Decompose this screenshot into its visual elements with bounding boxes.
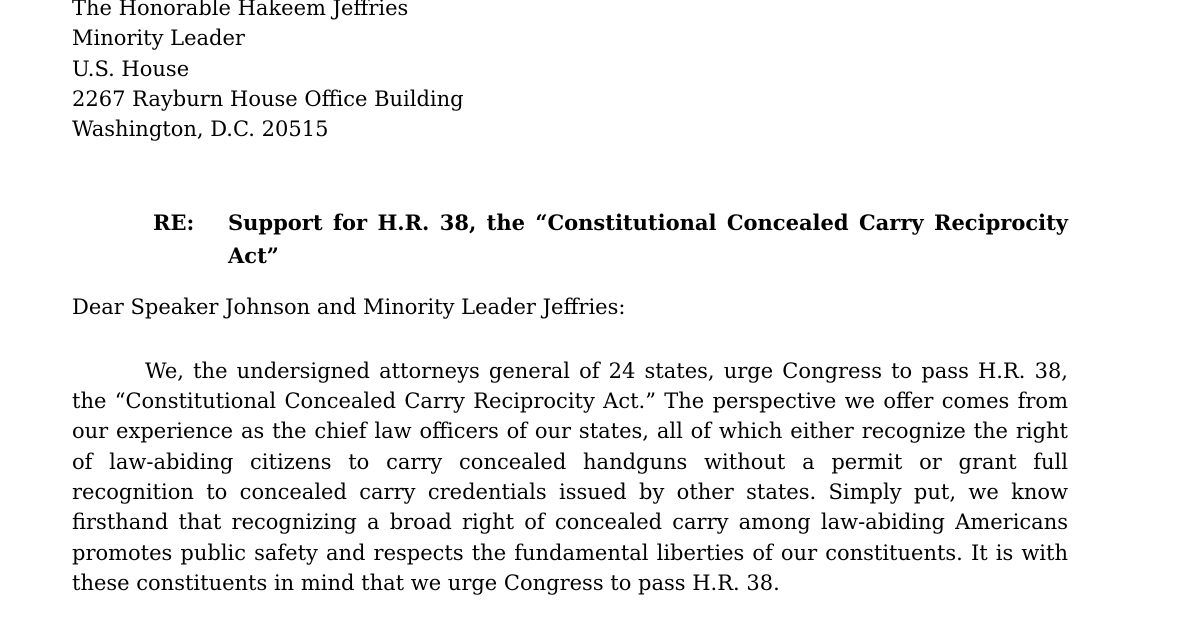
subject-line-block <box>72 206 1068 272</box>
salutation: Dear Speaker Johnson and Minority Leader Jeffries: <box>72 295 626 320</box>
body-paragraph: We, the undersigned attorneys general of 24 states, urge Congress to pass H.R. 38, the “Constitutional Concealed Carry Reciprocity Act.” The perspective we offer comes from our experience as the chief law officers of our states, all of which either recognize the right of law-abiding citizens to carry concealed handguns without a permit or grant full recognition to concealed carry credentials issued by other states. Simply put, we know firsthand that recognizing a broad right of concealed carry among law-abiding Americans promotes public safety and respects the fundamental liberties of our constituents. It is with these constituents in mind that we urge Congress to pass H.R. 38. <box>72 358 1068 595</box>
recipient-address-block <box>72 0 1068 144</box>
address-line-recipient-title: Minority Leader <box>72 26 245 51</box>
address-line-street: 2267 Rayburn House Office Building <box>72 86 464 111</box>
address-line-recipient-name: The Honorable Hakeem Jeffries <box>72 0 409 20</box>
subject-label: RE: <box>153 210 195 236</box>
letter-content <box>72 0 1068 598</box>
address-line-city: Washington, D.C. 20515 <box>72 117 329 142</box>
address-line-chamber: U.S. House <box>72 56 190 81</box>
subject-text: Support for H.R. 38, the “Constitutional Concealed Carry Reciprocity Act” <box>228 210 1068 269</box>
